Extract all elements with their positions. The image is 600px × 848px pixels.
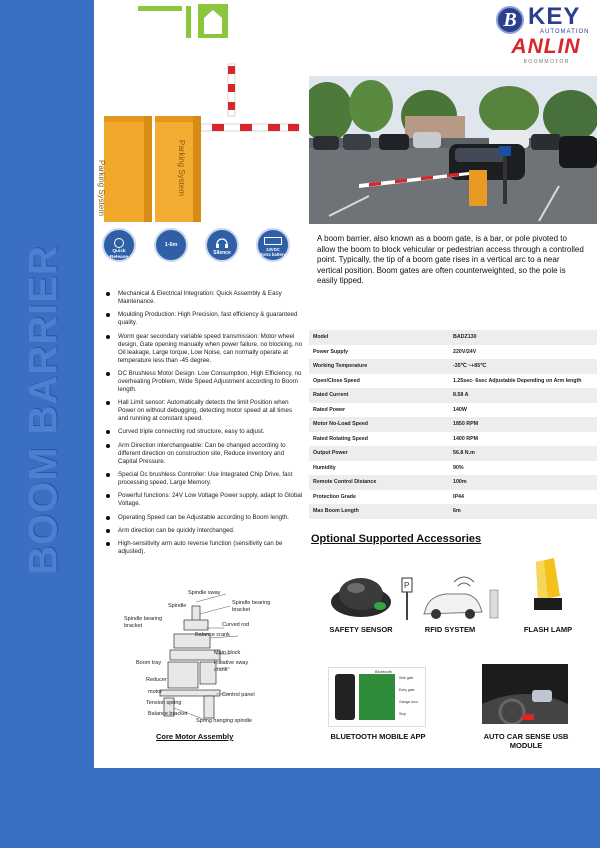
list-item: Arm direction can be quickly interchanged. [104,527,304,535]
list-item: Curved triple connecting rod structure, easy to adjust. [104,428,304,436]
spec-key: Rated Rotating Speed [309,432,449,447]
diagram-title: Core Motor Assembly [156,732,234,741]
quick-release-icon [114,238,124,248]
spec-table [309,330,597,519]
bottom-blue-band [0,768,600,848]
spec-value: 220V/24V [449,345,597,360]
spec-value: 140W [449,403,597,418]
spec-value: 1850 RPM [449,417,597,432]
spec-value: 90% [449,461,597,476]
spec-value: 8.58 A [449,388,597,403]
auto-car-sense-image [482,664,568,724]
anlin-logo: ANLIN [511,35,581,58]
diagram-label: Reducer [146,677,167,683]
list-item: High-sensitivity arm auto reverse function (sensitivity can be adjusted). [104,540,304,556]
svg-text:P: P [404,581,410,590]
rfid-system-image [400,568,500,622]
product-description: A boom barrier, also known as a boom gate, is a bar, or pole pivoted to allow the boom to block vehicular or pedestrian access through a controlled point. Typically, the tip of a boom gate rises in a vertical arc to a near vertical position. Boom gates are often counterweighted, so the pole is easily tipped. [317,234,584,285]
bluetooth-button-label: Entry gate [399,688,415,692]
spec-key: Working Temperature [309,359,449,374]
spec-value: IP44 [449,490,597,505]
spec-key: Model [309,330,449,345]
spec-value: -35℃ ~+85℃ [449,359,597,374]
list-item: DC Brushless Motor Design: Low Consumption, High Efficiency, no overheating Problem, Wide Speed Adjustment according to Boom length. [104,370,304,394]
diagram-label: Initiative sway crank [214,660,249,673]
badge-battery [256,228,290,262]
list-item: Special Dc brushless Controller: Use Integrated Chip Drive, fast processing speed, Large Memory. [104,471,304,487]
vertical-title-text: BOOM BARRIER [21,245,66,575]
spec-value: 56.8 N.m [449,446,597,461]
key-logo-subtitle: AUTOMATION [540,29,590,35]
list-item: Mechanical & Electrical Integration: Quick Assembly & Easy Maintenance. [104,290,304,306]
spec-key: Output Power [309,446,449,461]
spec-key: Protection Grade [309,490,449,505]
list-item: Moulding Production: High Precision, fast efficiency & guaranteed quality. [104,311,304,327]
list-item: Hall Limit sensor: Automatically detects the limit Position when Power on without debugging, detecting motor speed at all times and running at constant speed. [104,399,304,423]
badge-battery-line1: 24VDC [266,247,280,252]
diagram-label: Curved rod [222,622,250,628]
flash-lamp-image [526,556,566,618]
diagram-label: Spindle bearing bracket [124,616,163,629]
badge-silence [205,228,239,262]
badge-quick-release [102,228,136,262]
diagram-label: Balance bracket [148,711,188,717]
spec-key: Rated Current [309,388,449,403]
feature-list [104,290,304,562]
key-logo-circle: B [496,6,524,34]
company-logo-mark [138,4,230,40]
key-logo-name: KEY [528,3,581,30]
cabinet-label-left: Parking System [97,160,106,217]
table-row [309,504,597,519]
spec-value: BADZ130 [449,330,597,345]
diagram-label: Spring hanging spindle [196,718,252,724]
table-row [309,446,597,461]
table-row [309,359,597,374]
installation-photo [309,76,597,224]
table-row [309,417,597,432]
diagram-label: Spindle [168,603,187,609]
table-row [309,475,597,490]
bluetooth-button-label: Garage door [399,700,419,704]
table-row [309,432,597,447]
phone-icon [335,674,355,720]
key-automation-logo [494,4,598,38]
table-row [309,490,597,505]
list-item: Worm gear secondary variable speed transmission: Motor wheel design, Gate opening manually when power failure, no blocking, no Oil leakage, Large torque, Low Noise, can normally operate at temperature less than -45 degree. [104,333,304,365]
length-icon: 1-6m [164,242,178,248]
diagram-label: Balance crank [195,632,230,638]
control-board-image [359,674,395,720]
cabinet-label-right: Parking System [177,140,186,197]
list-item: Arm Direction interchangeable: Can be changed according to different direction on construction site, Reduce inventory and Capital Pressure. [104,442,304,466]
diagram-label: Spindle sway [188,590,221,596]
battery-icon [264,237,282,245]
diagram-label: Tension spring [146,700,182,706]
accessory-label-flash-lamp: FLASH LAMP [523,625,573,634]
headphones-icon [216,238,228,248]
diagram-label: Control panel [222,692,255,698]
table-row [309,374,597,389]
spec-key: Motor No-Load Speed [309,417,449,432]
badge-battery-line2: Extra battery [260,252,286,257]
spec-value: 1400 RPM [449,432,597,447]
spec-key: Humidity [309,461,449,476]
diagram-label: motor [148,689,163,695]
accessory-label-safety-sensor: SAFETY SENSOR [329,625,393,634]
list-item: Powerful functions: 24V Low Voltage Power supply, adapt to Global Voltage. [104,492,304,508]
bluetooth-button-label: Side gate [399,676,414,680]
accessory-label-auto-car-sense: AUTO CAR SENSE USB MODULE [483,732,569,750]
table-row [309,330,597,345]
spec-key: Rated Power [309,403,449,418]
bluetooth-screen-header: Bluetooth [375,669,392,674]
spec-key: Max Boom Length [309,504,449,519]
safety-sensor-image [328,572,394,620]
vertical-title [14,245,74,575]
diagram-label: Boom tray [136,660,162,666]
table-row [309,388,597,403]
table-row [309,403,597,418]
accessories-title: Optional Supported Accessories [311,533,482,545]
spec-key: Open/Close Speed [309,374,449,389]
diagram-label: Spindle bearing bracket [232,600,271,613]
bluetooth-app-image [328,667,426,727]
badge-quick-release-line2: Release [109,255,129,260]
spec-value: 6m [449,504,597,519]
list-item: Operating Speed can be Adjustable according to Boom length. [104,514,304,522]
badge-length [154,228,188,262]
spec-key: Power Supply [309,345,449,360]
table-row [309,461,597,476]
bluetooth-button-label: Stop [399,712,406,716]
spec-value: 100m [449,475,597,490]
badge-quick-release-line1: Quick [112,249,126,254]
anlin-logo-subtitle: B O O M M O T O R [523,59,569,65]
spec-key: Remote Control Distance [309,475,449,490]
accessory-label-bluetooth-app: BLUETOOTH MOBILE APP [330,732,426,741]
table-row [309,345,597,360]
badge-silence-label: Silence [213,250,231,256]
product-photo [100,60,305,230]
spec-value: 1.25sec- 6sec Adjustable Depending on Arm length [449,374,597,389]
diagram-label: Main block [214,650,241,656]
accessory-label-rfid-system: RFID SYSTEM [424,625,476,634]
